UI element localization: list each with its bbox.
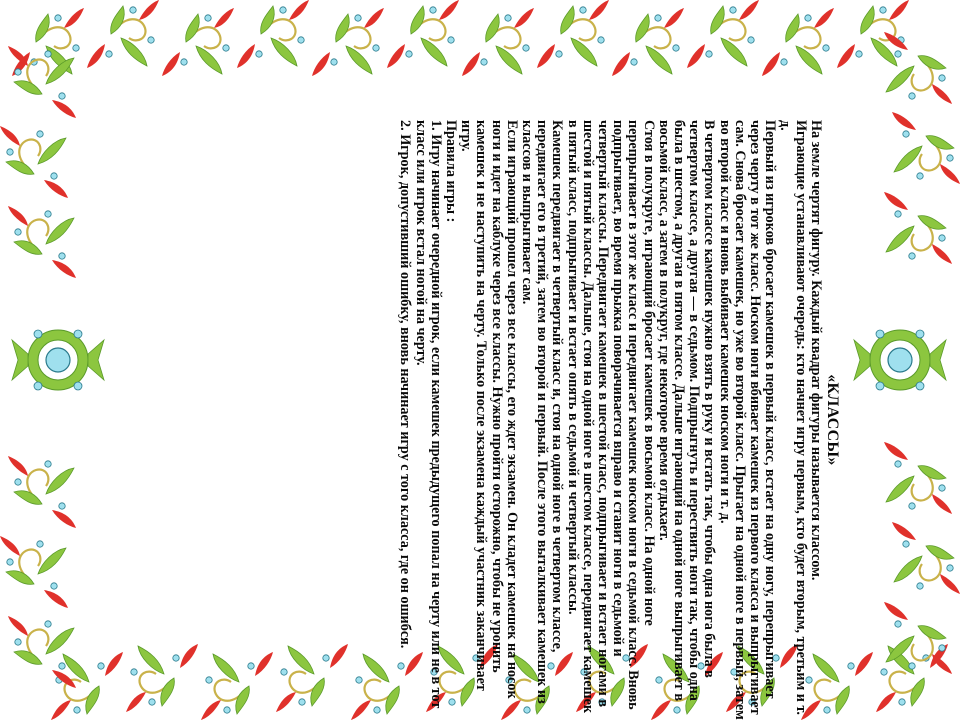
- left-medallion: [12, 330, 104, 390]
- paragraph: Камешек передвигает в четвертый класс и, стоя на одной ноге в четвертом классе, передвигает его в третий, затем во второй и первый. После этого выталкивает камешек из классов и выпрыгивает сам.: [518, 120, 566, 704]
- border-top: [12, 0, 909, 76]
- right-medallion: [854, 330, 946, 390]
- paragraph: Если играющий прошел через все классы, его ждет экзамен. Он кладет камешек на носок ноги и идет на каблуке через все классы. Нужно пройти осторожно, чтобы не уронить камешек и не наступить на черту. Только после экзамена каждый участник заканчивает игру.: [458, 120, 520, 699]
- rules-heading: Правила игры :: [442, 120, 459, 223]
- paragraph: Первый из игроков бросает камешек в первый класс, встает на одну ногу, перепрыгивает через черту в тот же класс. Носком ноги вбивает камешек из первого класса и выпрыгивает сам. Снова бросает камешек, но уже во второй класс. Прыгает на одной ноге в первый, затем во второй класс и вновь выбивает камешек носком ноги и т. д.: [716, 120, 779, 720]
- rule-item: 2. Игрок, допустивший ошибку, вновь начинает игру с того класса, где он ошибся.: [397, 120, 414, 649]
- rules-text-block: [120, 120, 840, 720]
- paragraph: Играющие устанавливают очередь: кто начнет игру первым, кто будет вторым, третьим и т. д.: [777, 120, 809, 715]
- rule-item: 1. Игру начинает очередной игрок, если камешек предыдущего попал на черту или не в тот класс или игрок встал ногой на черту.: [412, 120, 444, 709]
- paragraph: На земле чертят фигуру. Каждый квадрат фигуры называется классом.: [807, 120, 824, 581]
- document-title: «КЛАССЫ»: [824, 374, 841, 466]
- paragraph: В четвертом классе камешек нужно взять в руку и встать так, чтобы одна нога была в четвертом классе, а другая — в седьмом. Подпрыгнуть и перествить ноги так, чтобы одна была в шестом, а другая в пятом классе. Дальше играющий на одной ноге выпрыгивает в восьмой класс, а затем в полукруг, где некоторое время отдыхает.: [655, 120, 718, 702]
- paragraph: Стоя в полукруге, играющий бросает камешек в восьмой класс. На одной ноге перепрыгивает в этот же класс и передвигает камешек носком ноги в седьмой класс. Вновь подпрыгивает, во время прыжка поворачивается вправо и ставит ноги в седьмой и четвертый классы. Передвигает камешек в шестой класс, подпрыгивает и встает ногами в шестой и пятый классы. Дальше, стоя на одной ноге в шестом классе, передвигает камешек в пятый класс, подпрыгивает и встает опять в седьмой и четвертый классы.: [564, 120, 657, 714]
